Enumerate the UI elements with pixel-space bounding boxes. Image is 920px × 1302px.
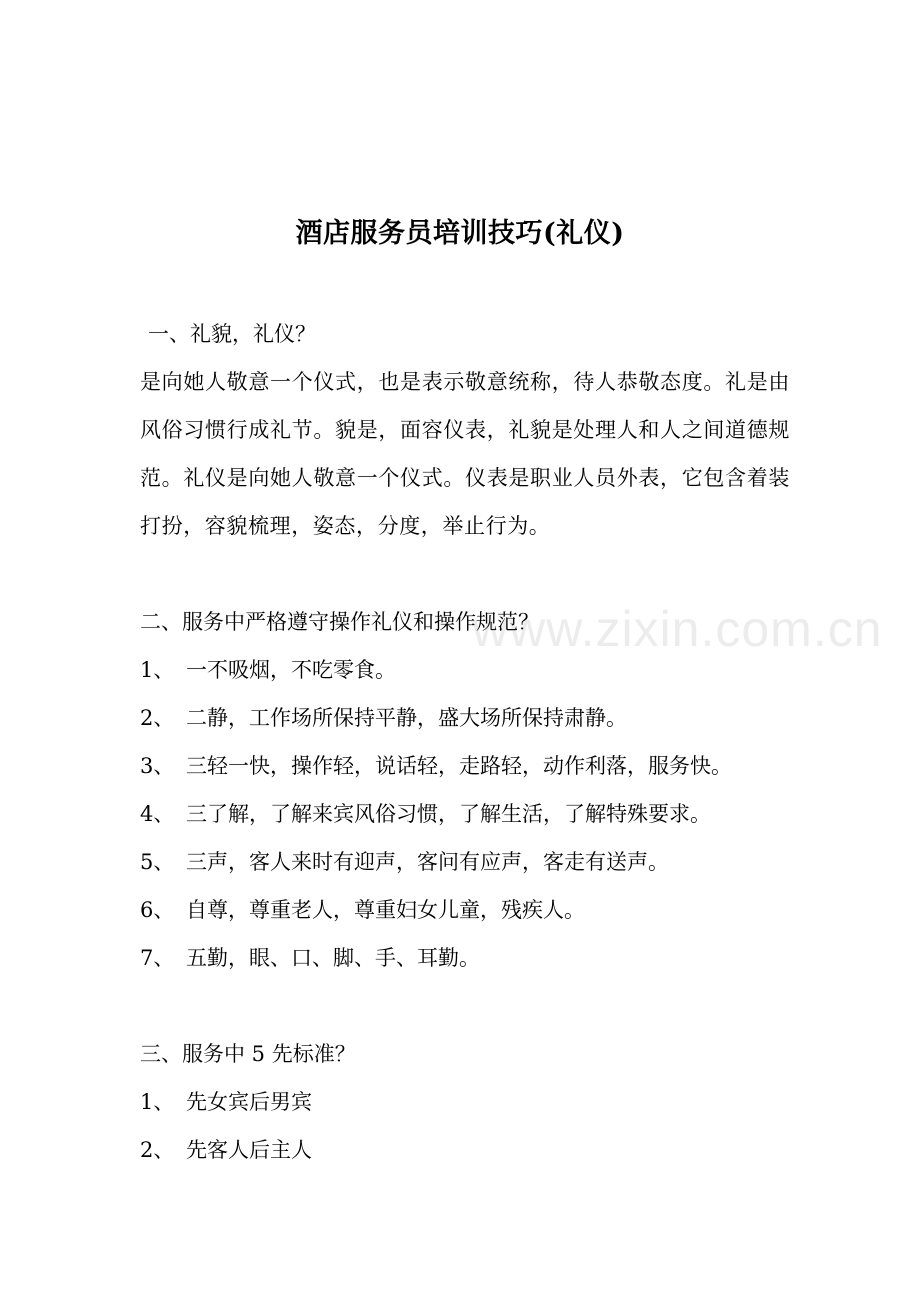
list-item-number: 1、 — [140, 1090, 175, 1114]
list-item-text: 一不吸烟，不吃零食。 — [186, 658, 396, 682]
list-item-text: 自尊，尊重老人，尊重妇女儿童，残疾人。 — [186, 898, 585, 922]
list-item-number: 3、 — [140, 754, 175, 778]
section-3-heading: 三、服务中 5 先标准？ — [140, 1042, 356, 1066]
list-item-text: 先女宾后男宾 — [186, 1090, 312, 1114]
list-item — [140, 790, 790, 838]
list-item — [140, 838, 790, 886]
list-item-text: 三轻一快，操作轻，说话轻，走路轻，动作利落，服务快。 — [186, 754, 732, 778]
list-item — [140, 1126, 790, 1174]
list-item-number: 7、 — [140, 946, 175, 970]
list-item-number: 2、 — [140, 1138, 175, 1162]
section-1-paragraph: 是向她人敬意一个仪式，也是表示敬意统称，待人恭敬态度。礼是由风俗习惯行成礼节。貌是，面容仪表，礼貌是处理人和人之间道德规范。礼仪是向她人敬意一个仪式。仪表是职业人员外表，它包含着装打扮，容貌梳理，姿态，分度，举止行为。 — [140, 370, 790, 538]
list-item — [140, 742, 790, 790]
list-item-text: 三了解，了解来宾风俗习惯，了解生活，了解特殊要求。 — [186, 802, 711, 826]
list-item-number: 5、 — [140, 850, 175, 874]
list-item-number: 6、 — [140, 898, 175, 922]
spacer — [140, 982, 790, 1030]
list-item-number: 4、 — [140, 802, 175, 826]
section-2-heading: 二、服务中严格遵守操作礼仪和操作规范？ — [140, 610, 539, 634]
list-item-number: 1、 — [140, 658, 175, 682]
list-item-text: 五勤，眼、口、脚、手、耳勤。 — [186, 946, 480, 970]
section-1-heading: 一、礼貌，礼仪？ — [148, 322, 316, 346]
list-item — [140, 694, 790, 742]
spacer — [140, 550, 790, 598]
list-item — [140, 934, 790, 982]
list-item — [140, 1078, 790, 1126]
watermark-text: www.zixin.com.cn — [472, 601, 883, 657]
list-item — [140, 886, 790, 934]
document-title: 酒店服务员培训技巧(礼仪) — [295, 218, 625, 249]
list-item-number: 2、 — [140, 706, 175, 730]
list-item — [140, 646, 790, 694]
list-item-text: 先客人后主人 — [186, 1138, 312, 1162]
list-item-text: 二静，工作场所保持平静，盛大场所保持肃静。 — [186, 706, 627, 730]
document-body — [140, 310, 790, 1174]
list-item-text: 三声，客人来时有迎声，客问有应声，客走有送声。 — [186, 850, 669, 874]
